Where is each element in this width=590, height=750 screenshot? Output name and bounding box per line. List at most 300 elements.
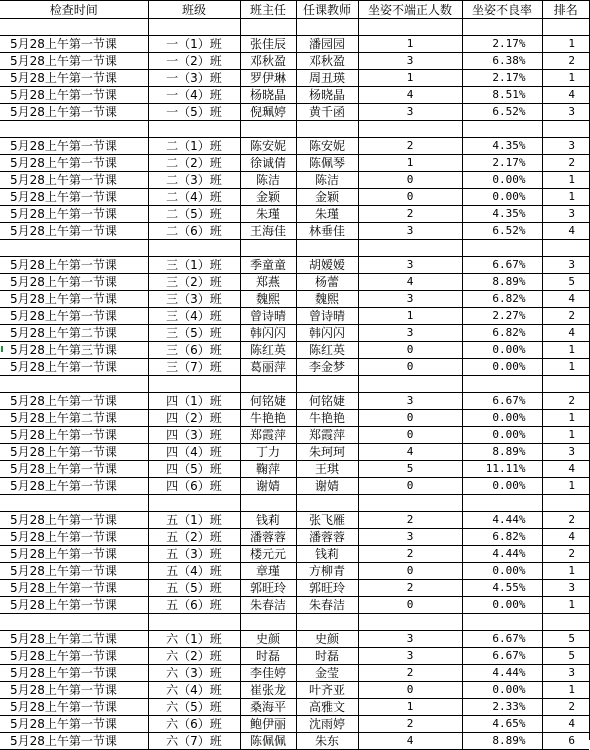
count-cell[interactable]: 5: [358, 461, 462, 478]
rank-cell[interactable]: 3: [542, 206, 589, 223]
class-cell[interactable]: 五（5）班: [148, 580, 240, 597]
empty-cell[interactable]: [240, 614, 296, 631]
rate-cell[interactable]: 0.00%: [462, 427, 542, 444]
rank-cell[interactable]: 1: [542, 410, 589, 427]
class-cell[interactable]: 二（5）班: [148, 206, 240, 223]
check-time-cell[interactable]: 5月28上午第一节课: [0, 461, 148, 478]
count-cell[interactable]: 3: [358, 393, 462, 410]
rank-cell[interactable]: 6: [542, 733, 589, 750]
head-teacher-cell[interactable]: 陈洁: [240, 172, 296, 189]
class-cell[interactable]: 二（3）班: [148, 172, 240, 189]
header-time[interactable]: 检查时间: [0, 1, 148, 19]
count-cell[interactable]: 0: [358, 189, 462, 206]
class-cell[interactable]: 三（4）班: [148, 308, 240, 325]
subject-teacher-cell[interactable]: 林垂佳: [296, 223, 358, 240]
class-cell[interactable]: 三（1）班: [148, 257, 240, 274]
subject-teacher-cell[interactable]: 方柳青: [296, 563, 358, 580]
empty-cell[interactable]: [358, 240, 462, 257]
subject-teacher-cell[interactable]: 金颖: [296, 189, 358, 206]
check-time-cell[interactable]: 5月28上午第一节课: [0, 444, 148, 461]
class-cell[interactable]: 五（6）班: [148, 597, 240, 614]
count-cell[interactable]: 1: [358, 155, 462, 172]
check-time-cell[interactable]: 5月28上午第一节课: [0, 665, 148, 682]
subject-teacher-cell[interactable]: 陈安妮: [296, 138, 358, 155]
empty-cell[interactable]: [358, 19, 462, 36]
rate-cell[interactable]: 2.17%: [462, 70, 542, 87]
rank-cell[interactable]: 5: [542, 631, 589, 648]
class-cell[interactable]: 六（2）班: [148, 648, 240, 665]
check-time-cell[interactable]: 5月28上午第一节课: [0, 53, 148, 70]
check-time-cell[interactable]: 5月28上午第一节课: [0, 206, 148, 223]
count-cell[interactable]: 0: [358, 342, 462, 359]
count-cell[interactable]: 1: [358, 308, 462, 325]
rate-cell[interactable]: 0.00%: [462, 172, 542, 189]
header-subject-teacher[interactable]: 任课教师: [296, 1, 358, 19]
head-teacher-cell[interactable]: 潘蓉蓉: [240, 529, 296, 546]
empty-cell[interactable]: [148, 121, 240, 138]
check-time-cell[interactable]: 5月28上午第二节课: [0, 631, 148, 648]
rate-cell[interactable]: 6.38%: [462, 53, 542, 70]
empty-cell[interactable]: [296, 495, 358, 512]
check-time-cell[interactable]: 5月28上午第一节课: [0, 546, 148, 563]
subject-teacher-cell[interactable]: 陈佩琴: [296, 155, 358, 172]
rank-cell[interactable]: 1: [542, 478, 589, 495]
rate-cell[interactable]: 6.67%: [462, 257, 542, 274]
empty-cell[interactable]: [462, 240, 542, 257]
check-time-cell[interactable]: 5月28上午第一节课: [0, 36, 148, 53]
class-cell[interactable]: 三（5）班: [148, 325, 240, 342]
count-cell[interactable]: 3: [358, 631, 462, 648]
rate-cell[interactable]: 8.89%: [462, 444, 542, 461]
rate-cell[interactable]: 0.00%: [462, 410, 542, 427]
count-cell[interactable]: 0: [358, 597, 462, 614]
check-time-cell[interactable]: 5月28上午第一节课: [0, 597, 148, 614]
count-cell[interactable]: 4: [358, 444, 462, 461]
class-cell[interactable]: 二（6）班: [148, 223, 240, 240]
check-time-cell[interactable]: 5月28上午第一节课: [0, 87, 148, 104]
count-cell[interactable]: 1: [358, 36, 462, 53]
check-time-cell[interactable]: 5月28上午第一节课: [0, 359, 148, 376]
class-cell[interactable]: 四（5）班: [148, 461, 240, 478]
count-cell[interactable]: 3: [358, 104, 462, 121]
rank-cell[interactable]: 1: [542, 563, 589, 580]
check-time-cell[interactable]: 5月28上午第一节课: [0, 291, 148, 308]
rank-cell[interactable]: 3: [542, 104, 589, 121]
check-time-cell[interactable]: 5月28上午第一节课: [0, 563, 148, 580]
rate-cell[interactable]: 6.67%: [462, 648, 542, 665]
rate-cell[interactable]: 4.44%: [462, 512, 542, 529]
subject-teacher-cell[interactable]: 叶齐亚: [296, 682, 358, 699]
head-teacher-cell[interactable]: 何铭婕: [240, 393, 296, 410]
rate-cell[interactable]: 11.11%: [462, 461, 542, 478]
head-teacher-cell[interactable]: 牛艳艳: [240, 410, 296, 427]
subject-teacher-cell[interactable]: 张飞雁: [296, 512, 358, 529]
class-cell[interactable]: 一（5）班: [148, 104, 240, 121]
empty-cell[interactable]: [542, 376, 589, 393]
rank-cell[interactable]: 4: [542, 223, 589, 240]
rank-cell[interactable]: 1: [542, 359, 589, 376]
empty-cell[interactable]: [296, 614, 358, 631]
check-time-cell[interactable]: 5月28上午第一节课: [0, 699, 148, 716]
empty-cell[interactable]: [240, 19, 296, 36]
rank-cell[interactable]: 2: [542, 546, 589, 563]
empty-cell[interactable]: [0, 614, 148, 631]
rank-cell[interactable]: 3: [542, 257, 589, 274]
subject-teacher-cell[interactable]: 何铭婕: [296, 393, 358, 410]
check-time-cell[interactable]: 5月28上午第一节课: [0, 138, 148, 155]
rate-cell[interactable]: 8.51%: [462, 87, 542, 104]
empty-cell[interactable]: [0, 121, 148, 138]
subject-teacher-cell[interactable]: 邓秋盈: [296, 53, 358, 70]
count-cell[interactable]: 2: [358, 716, 462, 733]
rate-cell[interactable]: 2.27%: [462, 308, 542, 325]
head-teacher-cell[interactable]: 陈佩佩: [240, 733, 296, 750]
class-cell[interactable]: 六（5）班: [148, 699, 240, 716]
head-teacher-cell[interactable]: 曾诗晴: [240, 308, 296, 325]
header-class[interactable]: 班级: [148, 1, 240, 19]
class-cell[interactable]: 五（1）班: [148, 512, 240, 529]
count-cell[interactable]: 2: [358, 138, 462, 155]
subject-teacher-cell[interactable]: 史颜: [296, 631, 358, 648]
rank-cell[interactable]: 3: [542, 665, 589, 682]
empty-cell[interactable]: [462, 614, 542, 631]
head-teacher-cell[interactable]: 史颜: [240, 631, 296, 648]
empty-cell[interactable]: [462, 376, 542, 393]
rank-cell[interactable]: 2: [542, 699, 589, 716]
class-cell[interactable]: 五（2）班: [148, 529, 240, 546]
empty-cell[interactable]: [358, 495, 462, 512]
empty-cell[interactable]: [542, 495, 589, 512]
rate-cell[interactable]: 4.35%: [462, 138, 542, 155]
head-teacher-cell[interactable]: 郭旺玲: [240, 580, 296, 597]
class-cell[interactable]: 四（2）班: [148, 410, 240, 427]
head-teacher-cell[interactable]: 张佳辰: [240, 36, 296, 53]
rank-cell[interactable]: 3: [542, 138, 589, 155]
header-head-teacher[interactable]: 班主任: [240, 1, 296, 19]
empty-cell[interactable]: [148, 240, 240, 257]
subject-teacher-cell[interactable]: 陈红英: [296, 342, 358, 359]
empty-cell[interactable]: [0, 240, 148, 257]
count-cell[interactable]: 0: [358, 359, 462, 376]
rate-cell[interactable]: 0.00%: [462, 682, 542, 699]
subject-teacher-cell[interactable]: 郭旺玲: [296, 580, 358, 597]
empty-cell[interactable]: [296, 19, 358, 36]
class-cell[interactable]: 五（4）班: [148, 563, 240, 580]
rank-cell[interactable]: 2: [542, 393, 589, 410]
rank-cell[interactable]: 5: [542, 274, 589, 291]
subject-teacher-cell[interactable]: 胡嫒嫒: [296, 257, 358, 274]
check-time-cell[interactable]: 5月28上午第一节课: [0, 70, 148, 87]
subject-teacher-cell[interactable]: 朱珂珂: [296, 444, 358, 461]
count-cell[interactable]: 0: [358, 682, 462, 699]
rate-cell[interactable]: 6.52%: [462, 223, 542, 240]
rank-cell[interactable]: 3: [542, 444, 589, 461]
rank-cell[interactable]: 4: [542, 716, 589, 733]
subject-teacher-cell[interactable]: 韩闪闪: [296, 325, 358, 342]
rank-cell[interactable]: 1: [542, 36, 589, 53]
check-time-cell[interactable]: 5月28上午第二节课: [0, 325, 148, 342]
rank-cell[interactable]: 4: [542, 325, 589, 342]
subject-teacher-cell[interactable]: 朱瑾: [296, 206, 358, 223]
count-cell[interactable]: 2: [358, 546, 462, 563]
rank-cell[interactable]: 1: [542, 682, 589, 699]
empty-cell[interactable]: [296, 240, 358, 257]
head-teacher-cell[interactable]: 王海佳: [240, 223, 296, 240]
subject-teacher-cell[interactable]: 陈洁: [296, 172, 358, 189]
class-cell[interactable]: 六（4）班: [148, 682, 240, 699]
head-teacher-cell[interactable]: 时磊: [240, 648, 296, 665]
rate-cell[interactable]: 6.82%: [462, 529, 542, 546]
class-cell[interactable]: 三（3）班: [148, 291, 240, 308]
subject-teacher-cell[interactable]: 魏熙: [296, 291, 358, 308]
subject-teacher-cell[interactable]: 郑霞萍: [296, 427, 358, 444]
subject-teacher-cell[interactable]: 杨晓晶: [296, 87, 358, 104]
rate-cell[interactable]: 2.17%: [462, 36, 542, 53]
head-teacher-cell[interactable]: 韩闪闪: [240, 325, 296, 342]
head-teacher-cell[interactable]: 郑燕: [240, 274, 296, 291]
count-cell[interactable]: 1: [358, 70, 462, 87]
rate-cell[interactable]: 0.00%: [462, 342, 542, 359]
rate-cell[interactable]: 0.00%: [462, 563, 542, 580]
subject-teacher-cell[interactable]: 潘园园: [296, 36, 358, 53]
count-cell[interactable]: 0: [358, 478, 462, 495]
class-cell[interactable]: 四（4）班: [148, 444, 240, 461]
rate-cell[interactable]: 0.00%: [462, 189, 542, 206]
head-teacher-cell[interactable]: 桑海平: [240, 699, 296, 716]
empty-cell[interactable]: [358, 121, 462, 138]
head-teacher-cell[interactable]: 谢婧: [240, 478, 296, 495]
rate-cell[interactable]: 6.52%: [462, 104, 542, 121]
empty-cell[interactable]: [240, 495, 296, 512]
subject-teacher-cell[interactable]: 周丑瑛: [296, 70, 358, 87]
rate-cell[interactable]: 6.82%: [462, 291, 542, 308]
rate-cell[interactable]: 6.82%: [462, 325, 542, 342]
check-time-cell[interactable]: 5月28上午第一节课: [0, 155, 148, 172]
class-cell[interactable]: 一（3）班: [148, 70, 240, 87]
subject-teacher-cell[interactable]: 谢婧: [296, 478, 358, 495]
class-cell[interactable]: 五（3）班: [148, 546, 240, 563]
empty-cell[interactable]: [240, 240, 296, 257]
subject-teacher-cell[interactable]: 牛艳艳: [296, 410, 358, 427]
check-time-cell[interactable]: 5月28上午第一节课: [0, 733, 148, 750]
rank-cell[interactable]: 1: [542, 342, 589, 359]
check-time-cell[interactable]: 5月28上午第一节课: [0, 257, 148, 274]
class-cell[interactable]: 二（2）班: [148, 155, 240, 172]
empty-cell[interactable]: [542, 614, 589, 631]
rate-cell[interactable]: 4.65%: [462, 716, 542, 733]
subject-teacher-cell[interactable]: 李金梦: [296, 359, 358, 376]
check-time-cell[interactable]: 5月28上午第一节课: [0, 308, 148, 325]
head-teacher-cell[interactable]: 葛丽萍: [240, 359, 296, 376]
class-cell[interactable]: 六（1）班: [148, 631, 240, 648]
class-cell[interactable]: 四（1）班: [148, 393, 240, 410]
rate-cell[interactable]: 0.00%: [462, 597, 542, 614]
class-cell[interactable]: 六（7）班: [148, 733, 240, 750]
empty-cell[interactable]: [148, 495, 240, 512]
head-teacher-cell[interactable]: 邓秋盈: [240, 53, 296, 70]
rate-cell[interactable]: 6.67%: [462, 631, 542, 648]
rate-cell[interactable]: 4.35%: [462, 206, 542, 223]
empty-cell[interactable]: [542, 19, 589, 36]
head-teacher-cell[interactable]: 崔张龙: [240, 682, 296, 699]
head-teacher-cell[interactable]: 杨晓晶: [240, 87, 296, 104]
head-teacher-cell[interactable]: 钱莉: [240, 512, 296, 529]
class-cell[interactable]: 一（4）班: [148, 87, 240, 104]
head-teacher-cell[interactable]: 季童童: [240, 257, 296, 274]
rank-cell[interactable]: 2: [542, 53, 589, 70]
rate-cell[interactable]: 2.17%: [462, 155, 542, 172]
empty-cell[interactable]: [542, 121, 589, 138]
check-time-cell[interactable]: 5月28上午第一节课: [0, 427, 148, 444]
empty-cell[interactable]: [148, 19, 240, 36]
head-teacher-cell[interactable]: 楼元元: [240, 546, 296, 563]
class-cell[interactable]: 三（7）班: [148, 359, 240, 376]
subject-teacher-cell[interactable]: 时磊: [296, 648, 358, 665]
count-cell[interactable]: 3: [358, 223, 462, 240]
class-cell[interactable]: 二（1）班: [148, 138, 240, 155]
head-teacher-cell[interactable]: 倪珮婷: [240, 104, 296, 121]
empty-cell[interactable]: [462, 495, 542, 512]
rank-cell[interactable]: 1: [542, 70, 589, 87]
rate-cell[interactable]: 6.67%: [462, 393, 542, 410]
check-time-cell[interactable]: 5月28上午第一节课: [0, 223, 148, 240]
rate-cell[interactable]: 8.89%: [462, 733, 542, 750]
check-time-cell[interactable]: 5月28上午第一节课: [0, 393, 148, 410]
rank-cell[interactable]: 2: [542, 308, 589, 325]
empty-cell[interactable]: [148, 614, 240, 631]
check-time-cell[interactable]: 5月28上午第一节课: [0, 512, 148, 529]
count-cell[interactable]: 0: [358, 427, 462, 444]
subject-teacher-cell[interactable]: 黄千函: [296, 104, 358, 121]
empty-cell[interactable]: [0, 19, 148, 36]
head-teacher-cell[interactable]: 鞠萍: [240, 461, 296, 478]
rank-cell[interactable]: 5: [542, 648, 589, 665]
subject-teacher-cell[interactable]: 沈雨婷: [296, 716, 358, 733]
subject-teacher-cell[interactable]: 高雅文: [296, 699, 358, 716]
rank-cell[interactable]: 3: [542, 580, 589, 597]
rank-cell[interactable]: 4: [542, 461, 589, 478]
check-time-cell[interactable]: 5月28上午第一节课: [0, 682, 148, 699]
rank-cell[interactable]: 4: [542, 291, 589, 308]
count-cell[interactable]: 4: [358, 733, 462, 750]
empty-cell[interactable]: [358, 376, 462, 393]
subject-teacher-cell[interactable]: 钱莉: [296, 546, 358, 563]
count-cell[interactable]: 0: [358, 172, 462, 189]
class-cell[interactable]: 四（6）班: [148, 478, 240, 495]
count-cell[interactable]: 2: [358, 512, 462, 529]
empty-cell[interactable]: [462, 19, 542, 36]
rate-cell[interactable]: 4.44%: [462, 546, 542, 563]
count-cell[interactable]: 3: [358, 325, 462, 342]
rate-cell[interactable]: 4.44%: [462, 665, 542, 682]
rate-cell[interactable]: 2.33%: [462, 699, 542, 716]
class-cell[interactable]: 二（4）班: [148, 189, 240, 206]
class-cell[interactable]: 四（3）班: [148, 427, 240, 444]
check-time-cell[interactable]: 5月28上午第一节课: [0, 478, 148, 495]
head-teacher-cell[interactable]: 李佳婷: [240, 665, 296, 682]
check-time-cell[interactable]: 5月28上午第一节课: [0, 104, 148, 121]
rank-cell[interactable]: 4: [542, 87, 589, 104]
rank-cell[interactable]: 4: [542, 529, 589, 546]
empty-cell[interactable]: [240, 376, 296, 393]
class-cell[interactable]: 六（6）班: [148, 716, 240, 733]
count-cell[interactable]: 3: [358, 53, 462, 70]
empty-cell[interactable]: [542, 240, 589, 257]
class-cell[interactable]: 六（3）班: [148, 665, 240, 682]
empty-cell[interactable]: [0, 495, 148, 512]
count-cell[interactable]: 2: [358, 206, 462, 223]
head-teacher-cell[interactable]: 鲍伊丽: [240, 716, 296, 733]
check-time-cell[interactable]: 5月28上午第二节课: [0, 410, 148, 427]
rate-cell[interactable]: 0.00%: [462, 359, 542, 376]
head-teacher-cell[interactable]: 陈安妮: [240, 138, 296, 155]
head-teacher-cell[interactable]: 金颖: [240, 189, 296, 206]
count-cell[interactable]: 2: [358, 665, 462, 682]
check-time-cell[interactable]: 5月28上午第三节课: [0, 342, 148, 359]
head-teacher-cell[interactable]: 郑霞萍: [240, 427, 296, 444]
subject-teacher-cell[interactable]: 潘蓉蓉: [296, 529, 358, 546]
count-cell[interactable]: 2: [358, 580, 462, 597]
check-time-cell[interactable]: 5月28上午第一节课: [0, 716, 148, 733]
subject-teacher-cell[interactable]: 杨蕾: [296, 274, 358, 291]
class-cell[interactable]: 一（2）班: [148, 53, 240, 70]
empty-cell[interactable]: [0, 376, 148, 393]
empty-cell[interactable]: [240, 121, 296, 138]
head-teacher-cell[interactable]: 魏熙: [240, 291, 296, 308]
rank-cell[interactable]: 1: [542, 597, 589, 614]
count-cell[interactable]: 3: [358, 648, 462, 665]
check-time-cell[interactable]: 5月28上午第一节课: [0, 189, 148, 206]
rate-cell[interactable]: 8.89%: [462, 274, 542, 291]
count-cell[interactable]: 3: [358, 291, 462, 308]
header-bad-posture-count[interactable]: 坐姿不端正人数: [358, 1, 462, 19]
head-teacher-cell[interactable]: 朱瑾: [240, 206, 296, 223]
class-cell[interactable]: 三（2）班: [148, 274, 240, 291]
count-cell[interactable]: 3: [358, 257, 462, 274]
check-time-cell[interactable]: 5月28上午第一节课: [0, 274, 148, 291]
class-cell[interactable]: 三（6）班: [148, 342, 240, 359]
head-teacher-cell[interactable]: 朱春洁: [240, 597, 296, 614]
subject-teacher-cell[interactable]: 曾诗晴: [296, 308, 358, 325]
head-teacher-cell[interactable]: 陈红英: [240, 342, 296, 359]
rate-cell[interactable]: 4.55%: [462, 580, 542, 597]
head-teacher-cell[interactable]: 罗伊琳: [240, 70, 296, 87]
subject-teacher-cell[interactable]: 王琪: [296, 461, 358, 478]
empty-cell[interactable]: [462, 121, 542, 138]
rank-cell[interactable]: 2: [542, 155, 589, 172]
rank-cell[interactable]: 1: [542, 189, 589, 206]
count-cell[interactable]: 4: [358, 87, 462, 104]
head-teacher-cell[interactable]: 丁力: [240, 444, 296, 461]
subject-teacher-cell[interactable]: 金莹: [296, 665, 358, 682]
count-cell[interactable]: 1: [358, 699, 462, 716]
empty-cell[interactable]: [148, 376, 240, 393]
count-cell[interactable]: 0: [358, 563, 462, 580]
header-rank[interactable]: 排名: [542, 1, 589, 19]
empty-cell[interactable]: [296, 121, 358, 138]
rank-cell[interactable]: 1: [542, 427, 589, 444]
check-time-cell[interactable]: 5月28上午第一节课: [0, 648, 148, 665]
empty-cell[interactable]: [358, 614, 462, 631]
empty-cell[interactable]: [296, 376, 358, 393]
head-teacher-cell[interactable]: 章瑾: [240, 563, 296, 580]
check-time-cell[interactable]: 5月28上午第一节课: [0, 529, 148, 546]
check-time-cell[interactable]: 5月28上午第一节课: [0, 580, 148, 597]
subject-teacher-cell[interactable]: 朱春洁: [296, 597, 358, 614]
count-cell[interactable]: 4: [358, 274, 462, 291]
rank-cell[interactable]: 1: [542, 172, 589, 189]
count-cell[interactable]: 3: [358, 529, 462, 546]
